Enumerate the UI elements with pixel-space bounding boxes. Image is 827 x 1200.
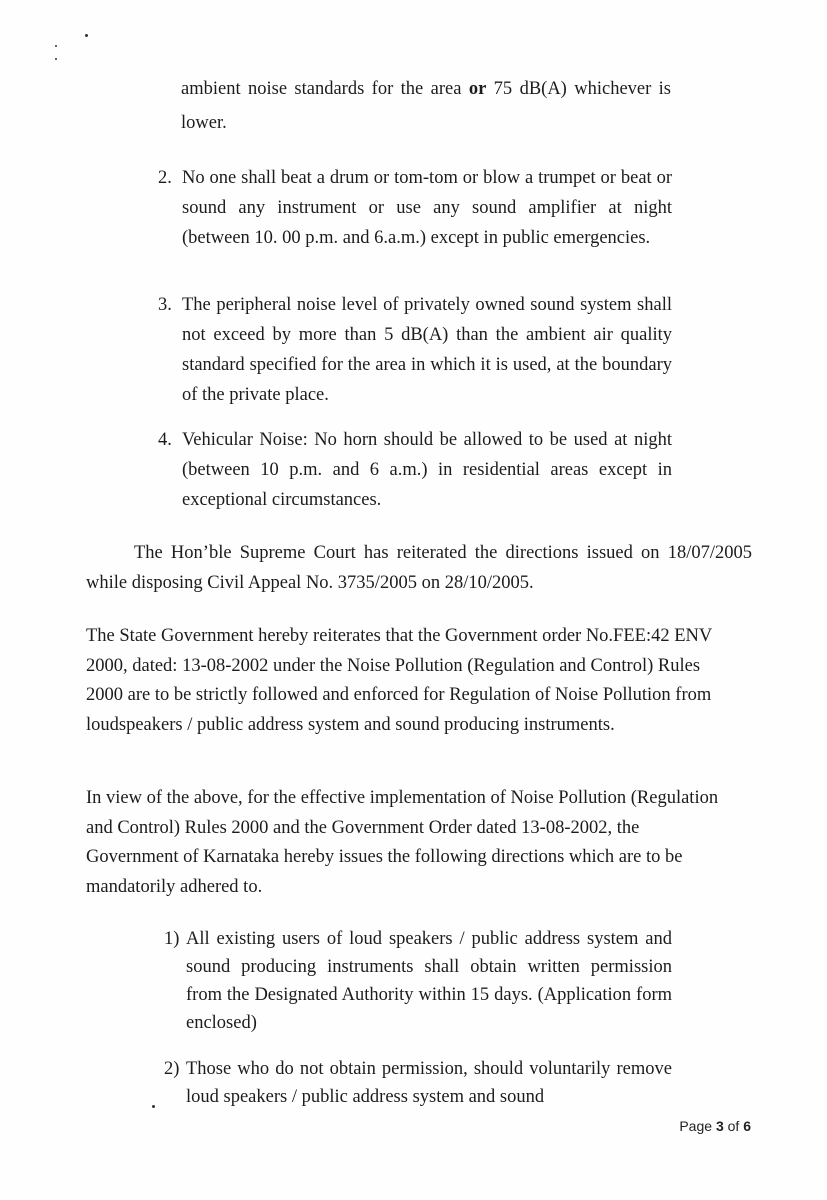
state-government-paragraph: The State Government hereby reiterates that the Government order No.FEE:42 ENV 2000, dated: 13-08-2002 under the Noise Pollution (Regulation and Control) Rules 2000 are to be strictly followed and enforced for Regulation of Noise Pollution from loudspeakers / public address system and sound producing instruments. [86,626,712,735]
scan-speck [85,34,88,37]
rule-text: No one shall beat a drum or tom-tom or blow a trumpet or beat or sound any instrument or use any sound amplifier at night (between 10. 00 p.m. and 6.a.m.) except in public emergencies. [182,168,672,248]
scan-speck [152,1105,155,1108]
supreme-court-paragraph: The Hon’ble Supreme Court has reiterated the directions issued on 18/07/2005 while disposing Civil Appeal No. 3735/2005 on 28/10/2005. [86,543,752,593]
rule-text: The peripheral noise level of privately owned sound system shall not exceed by more than 5 dB(A) than the ambient air quality standard specified for the area in which it is used, at the boundary of the private place. [182,295,672,405]
rule-number: 3. [158,295,172,315]
direction-text: Those who do not obtain permission, should voluntarily remove loud speakers / public address system and sound [186,1059,672,1107]
rule-item [158,290,672,410]
rule-number: 2. [158,168,172,188]
scan-speck [55,58,57,60]
page-number: Page 3 of 6 [679,1118,751,1134]
scan-speck [55,45,57,47]
continuation-text: ambient noise standards for the area or 75 dB(A) whichever is lower. [181,79,672,133]
emphasis-or: or [468,79,487,99]
rule-number: 4. [158,430,172,450]
direction-item [164,1055,672,1111]
direction-item [164,925,672,1037]
in-view-paragraph: In view of the above, for the effective implementation of Noise Pollution (Regulation and Control) Rules 2000 and the Government Order dated 13-08-2002, the Government of Karnataka hereby issues the following directions which are to be mandatorily adhered to. [86,788,719,897]
rule-item [158,163,672,253]
rule-text: Vehicular Noise: No horn should be allowed to be used at night (between 10 p.m. and 6 a.m.) in residential areas except in exceptional circumstances. [182,430,672,510]
direction-number: 2) [164,1059,180,1079]
direction-text: All existing users of loud speakers / public address system and sound producing instruments shall obtain written permission from the Designated Authority within 15 days. (Application form enclosed) [186,929,672,1033]
rule-item [158,425,672,515]
direction-number: 1) [164,929,180,949]
